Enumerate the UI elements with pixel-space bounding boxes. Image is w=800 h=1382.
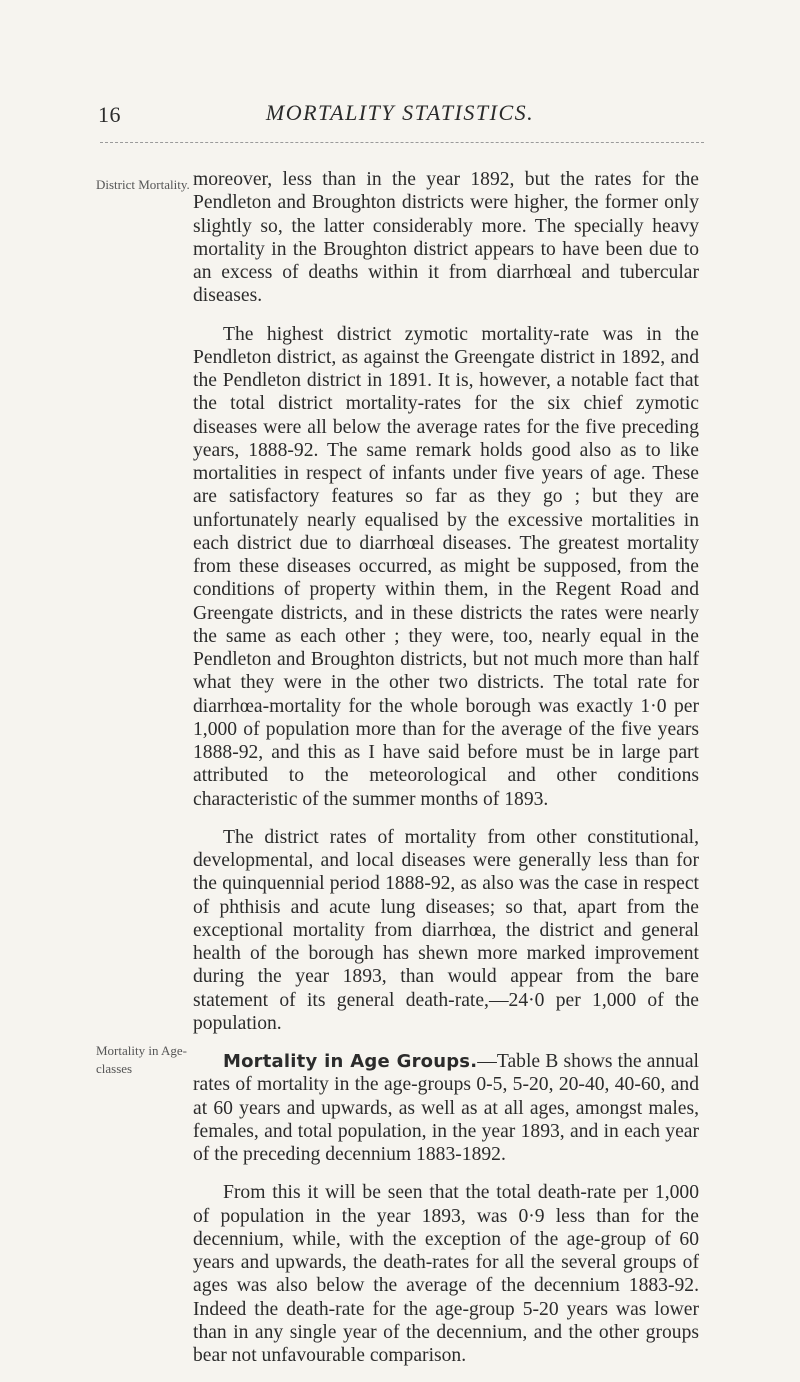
section-heading-age-groups: Mortality in Age Groups. [223,1051,478,1072]
paragraph-4-text: —Table B shows the annual rates of mortality in the age-groups 0-5, 5-20, 20-40, 40-60, and at 60 years and upwards, as well as at all ages, amongst males, females, and total population, in the year 1893, and in each year of the preceding decennium 1883-1892. [193,1051,699,1165]
header-rule [100,142,704,143]
margin-note-district-mortality: District Mortality. [96,177,190,192]
running-title: MORTALITY STATISTICS. [265,100,535,125]
paragraph-1: moreover, less than in the year 1892, but the rates for the Pendleton and Broughton districts were higher, the former only slightly so, the latter considerably more. The specially heavy mortality in the Broughton district appears to have been due to an excess of deaths within it from diarrhœal and tubercular diseases. [193,169,699,307]
margin-note-mortality-age-classes: Mortality in Age-classes [96,1043,187,1076]
paragraph-2: The highest district zymotic mortality-rate was in the Pendleton district, as against the Greengate district in 1892, and the Pendleton district in 1891. It is, however, a notable fact that the total district mortality-rates for the six chief zymotic diseases were all below the average rates for the five preceding years, 1888-92. The same remark holds good also as to like mortalities in respect of infants under five years of age. These are satisfactory features so far as they go ; but they are unfortunately nearly equalised by the excessive mortalities in each district due to diarrhœal diseases. The greatest mortality from these diseases occurred, as might be supposed, from the conditions of property within them, in the Regent Road and Greengate districts, and in these districts the rates were nearly the same as each other ; they were, too, nearly equal in the Pendleton and Broughton districts, but not much more than half what they were in the other two districts. The total rate for diarrhœa-mortality for the whole borough was exactly 1·0 per 1,000 of population more than for the average of the five years 1888-92, and this as I have said before must be in large part attributed to the meteorological and other conditions characteristic of the summer months of 1893. [193,323,699,810]
paragraph-5: From this it will be seen that the total death-rate per 1,000 of population in the year 1893, was 0·9 less than for the decennium, while, with the exception of the age-group of 60 years and upwards, the death-rates for all the several groups of ages was also below the average of the decennium 1883-92. Indeed the death-rate for the age-group 5-20 years was lower than in any single year of the decennium, and the other groups bear not unfavourable comparison. [193,1182,699,1366]
paragraph-3: The district rates of mortality from other constitutional, developmental, and local diseases were generally less than for the quinquennial period 1888-92, as also was the case in respect of phthisis and acute lung diseases; so that, apart from the exceptional mortality from diarrhœa, the district and general health of the borough has shewn more marked improvement during the year 1893, than would appear from the bare statement of its general death-rate,—24·0 per 1,000 of the population. [193,826,699,1034]
body-text [193,168,699,1382]
page-number: 16 [98,102,121,127]
paragraph-4 [193,1050,699,1166]
